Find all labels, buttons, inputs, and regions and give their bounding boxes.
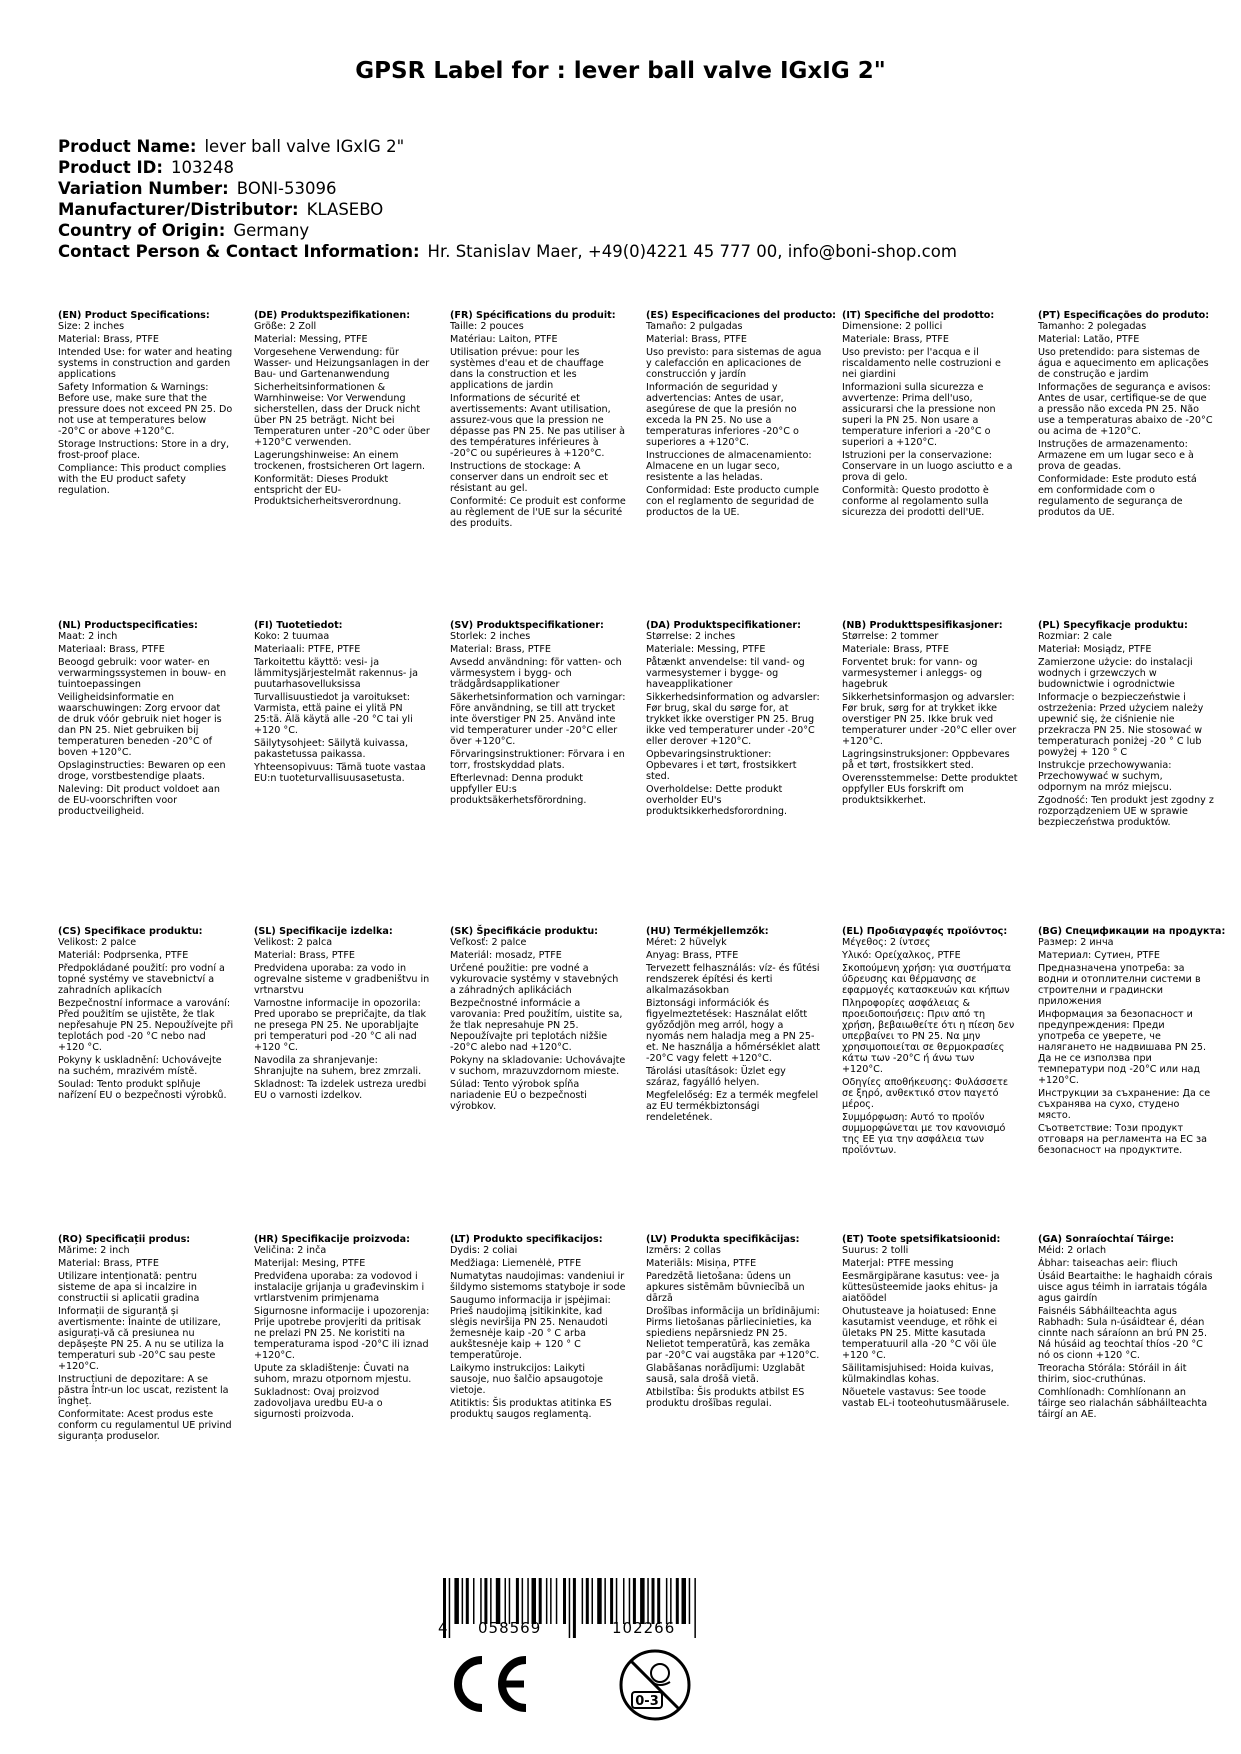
spec-line: Informazioni sulla sicurezza e avvertenze: Prima dell'uso, assicurarsi che la pressione non superi la PN 25. Non usare a temperature inferiori a -20°C o superiori a +120°C. (842, 382, 996, 448)
spec-line: Beoogd gebruik: voor water- en verwarmingssystemen in bouw- en tuintoepassingen (58, 657, 227, 690)
spec-block-header: (SL) Specifikacije izdelka: (254, 926, 393, 937)
info-variation-number: Variation Number: BONI-53096 (58, 179, 337, 198)
spec-line: Σκοπούμενη χρήση: για συστήματα ύδρευσης και θέρμανσης σε εφαρμογές κατασκευών και κήπων (842, 963, 1012, 996)
spec-block (58, 620, 234, 819)
spec-block (842, 1234, 1018, 1411)
barcode-bar (647, 1578, 649, 1624)
spec-line: Matériau: Laiton, PTFE (450, 334, 558, 345)
spec-line: Utilisation prévue: pour les systèmes d'eau et de chauffage dans la construction et les applications de jardin (450, 347, 604, 391)
spec-block-header: (ET) Toote spetsifikatsioonid: (842, 1234, 1001, 1245)
spec-block (450, 310, 626, 531)
spec-block-header: (RO) Specificații produs: (58, 1234, 191, 1245)
spec-line: Skladnost: Ta izdelek ustreza uredbi EU o varnosti izdelkov. (254, 1079, 427, 1101)
spec-line: Biztonsági információk és figyelmeztetések: Használat előtt győződjön meg arról, hogy a nyomás nem haladja meg a PN 25-et. Ne használja a hőmérséklet alatt -20°C vagy felett +120°C. (646, 998, 820, 1064)
spec-block-header: (HR) Specifikacije proizvoda: (254, 1234, 410, 1245)
spec-line: Pokyny k uskladnění: Uchovávejte na suchém, mrazivém místě. (58, 1055, 222, 1077)
spec-line: Anyag: Brass, PTFE (646, 950, 739, 961)
spec-line: Atbilstība: Šis produkts atbilst ES produktu drošības regulai. (646, 1387, 805, 1409)
spec-line: Uso previsto: para sistemas de agua y calefacción en aplicaciones de construcción y jardín (646, 347, 822, 380)
spec-line: Předpokládané použití: pro vodní a topné systémy ve stavebnictví a zahradních aplikacích (58, 963, 225, 996)
spec-line: Conformidade: Este produto está em conformidade com o regulamento de segurança de produtos da UE. (1038, 474, 1197, 518)
spec-block-header: (LV) Produkta specifikācijas: (646, 1234, 800, 1245)
spec-line: Yhteensopivuus: Tämä tuote vastaa EU:n tuoteturvallisuusasetusta. (254, 762, 426, 784)
spec-line: Conformitate: Acest produs este conform cu regulamentul UE privind siguranța produselor. (58, 1409, 232, 1442)
spec-line: Suurus: 2 tolli (842, 1245, 909, 1256)
spec-line: Efterlevnad: Denna produkt uppfyller EU:s produktsäkerhetsförordning. (450, 773, 587, 806)
spec-line: Instruções de armazenamento: Armazene em um lugar seco e à prova de geadas. (1038, 439, 1194, 472)
spec-line: Størrelse: 2 inches (646, 631, 736, 642)
barcode-bar (682, 1578, 687, 1624)
barcode-bar (676, 1578, 679, 1624)
age-range-label: 0-3 (635, 1694, 659, 1709)
spec-line: Navodila za shranjevanje: Shranjujte na suhem, brez zmrzali. (254, 1055, 422, 1077)
spec-block (646, 620, 822, 819)
barcode-bar (462, 1578, 464, 1624)
spec-line: Instrucțiuni de depozitare: A se păstra într-un loc uscat, rezistent la îngheț. (58, 1374, 229, 1407)
spec-line: Naleving: Dit product voldoet aan de EU-voorschriften voor productveiligheid. (58, 784, 220, 817)
barcode-digit-left: 4 (438, 1619, 448, 1637)
barcode-bar (652, 1578, 655, 1624)
barcode-bar (666, 1578, 668, 1624)
spec-line: Veličina: 2 inča (254, 1245, 327, 1256)
spec-line: Velikost: 2 palca (254, 937, 333, 948)
spec-line: Megfelelőség: Ez a termék megfelel az EU termékbiztonsági rendeletének. (646, 1090, 819, 1123)
spec-line: Tárolási utasítások: Üzlet egy száraz, fagyálló helyen. (646, 1066, 786, 1088)
spec-block (450, 620, 626, 808)
barcode-bar (582, 1578, 584, 1624)
spec-block (1038, 926, 1226, 1158)
spec-line: Μέγεθος: 2 ίντσες (842, 937, 931, 948)
spec-line: Material: Messing, PTFE (254, 334, 368, 345)
spec-line: Materijal: Mesing, PTFE (254, 1258, 366, 1269)
spec-line: Storlek: 2 inches (450, 631, 531, 642)
spec-line: Material: Brass, PTFE (58, 1258, 159, 1269)
barcode-bar (466, 1578, 469, 1624)
spec-block-header: (PL) Specyfikacje produktu: (1038, 620, 1188, 631)
spec-block-header: (EN) Product Specifications: (58, 310, 210, 321)
spec-line: Úsáid Beartaithe: le haghaidh córais uisce agus téimh in iarratais tógála agus gairdín (1038, 1271, 1213, 1304)
product-info (58, 136, 1188, 262)
spec-line: Sigurnosne informacije i upozorenja: Prije upotrebe provjeriti da pritisak ne prelazi PN 25. Ne koristiti na temperaturama ispod -20°C ili iznad +120°C. (254, 1306, 430, 1361)
barcode-bar (539, 1578, 542, 1624)
barcode-bar (633, 1578, 636, 1624)
spec-line: Informații de siguranță și avertismente: Înainte de utilizare, asigurați-vă că presiunea nu depășește PN 25. A nu se utiliza la temperaturi sub -20°C sau peste +120°C. (58, 1306, 225, 1372)
barcode-bar (550, 1578, 552, 1624)
spec-block (646, 1234, 822, 1411)
info-country-of-origin: Country of Origin: Germany (58, 221, 310, 240)
spec-line: Материал: Сутиен, PTFE (1038, 950, 1160, 961)
spec-line: Ohutusteave ja hoiatused: Enne kasutamist veenduge, et rõhk ei ületaks PN 25. Mitte kasutada temperatuuril alla -20 °C või üle +120 °C. (842, 1306, 998, 1361)
barcode-bar (610, 1578, 613, 1624)
spec-line: Instrukcje przechowywania: Przechowywać w suchym, odpornym na mróz miejscu. (1038, 760, 1172, 793)
spec-line: Información de seguridad y advertencias: Antes de usar, asegúrese de que la presión no exceda la PN 25. No use a temperaturas inferiores -20°C o superiores a +120°C. (646, 382, 799, 448)
page-title: GPSR Label for : lever ball valve IGxIG 2" (355, 58, 886, 84)
barcode-bar (527, 1578, 529, 1624)
barcode-bar (694, 1578, 696, 1638)
spec-line: Safety Information & Warnings: Before use, make sure that the pressure does not exceed PN 25. Do not use at temperatures below -20°C or above +120°C. (58, 382, 233, 437)
spec-block (58, 1234, 234, 1444)
spec-line: Maat: 2 inch (58, 631, 118, 642)
barcode-bar (592, 1578, 594, 1624)
spec-block-header: (FR) Spécifications du produit: (450, 310, 616, 321)
spec-line: Materiál: Podprsenka, PTFE (58, 950, 189, 961)
spec-line: Информация за безопасност и предупреждения: Преди употреба се уверете, че налягането не надвишава PN 25. Да не се използва при температури под -20°C или над +120°C. (1038, 1009, 1207, 1086)
spec-block (842, 310, 1018, 520)
barcode-bar (480, 1578, 482, 1624)
spec-line: Comhlíonadh: Comhlíonann an táirge seo rialachán sábháilteachta táirgí an AE. (1038, 1387, 1208, 1420)
spec-line: Informações de segurança e avisos: Antes de usar, certifique-se de que a pressão não exceda PN 25. Não use a temperaturas abaixo de -20°C ou acima de +120°C. (1038, 382, 1213, 437)
spec-line: Overholdelse: Dette produkt overholder EU's produktsikkerhedsforordning. (646, 784, 788, 817)
barcode-bar (629, 1578, 631, 1624)
spec-line: Materjal: PTFE messing (842, 1258, 954, 1269)
spec-line: Tervezett felhasználás: víz- és fűtési rendszerek építési és kerti alkalmazásokban (646, 963, 820, 996)
barcode-bar (516, 1578, 519, 1624)
spec-line: Avsedd användning: för vatten- och värmesystem i bygg- och trädgårdsapplikationer (450, 657, 622, 690)
spec-line: Uso pretendido: para sistemas de água e aquecimento em aplicações de construção e jardim (1038, 347, 1209, 380)
spec-block (450, 926, 626, 1114)
barcode-bar (640, 1578, 645, 1624)
spec-line: Materiale: Brass, PTFE (842, 644, 949, 655)
spec-block-header: (BG) Спецификации на продукта: (1038, 926, 1226, 937)
spec-line: Mărime: 2 inch (58, 1245, 130, 1256)
barcode-bar (689, 1578, 691, 1624)
spec-line: Materiaali: PTFE, PTFE (254, 644, 361, 655)
spec-line: Materiał: Mosiądz, PTFE (1038, 644, 1152, 655)
spec-line: Intended Use: for water and heating systems in construction and garden applications (58, 347, 233, 380)
spec-line: Sikkerhedsinformation og advarsler: Før brug, skal du sørge for, at trykket ikke overstiger PN 25. Brug ikke ved temperaturer under -20°C eller derover +120°C. (646, 692, 820, 747)
barcode-bar (490, 1578, 492, 1624)
spec-line: Treoracha Stórála: Stóráil in áit thirim, sioc-cruthúnas. (1038, 1363, 1187, 1385)
spec-block-header: (NB) Produkttspesifikasjoner: (842, 620, 1003, 631)
spec-block-header: (SV) Produktspecifikationer: (450, 620, 604, 631)
spec-line: Dimensione: 2 pollici (842, 321, 943, 332)
spec-line: Uso previsto: per l'acqua e il riscaldamento nelle costruzioni e nei giardini (842, 347, 1001, 380)
spec-line: Instructions de stockage: A conserver dans un endroit sec et résistant au gel. (450, 461, 608, 494)
barcode-bar (454, 1578, 459, 1624)
spec-block-header: (GA) Sonraíochtaí Táirge: (1038, 1234, 1175, 1245)
spec-line: Informations de sécurité et avertissements: Avant utilisation, assurez-vous que la pression ne dépasse pas PN 25. Ne pas utiliser à des températures inférieures à -20°C ou supérieures à +120°C. (450, 393, 626, 459)
spec-line: Tarkoitettu käyttö: vesi- ja lämmitysjärjestelmät rakennus- ja puutarhasovelluksissa (254, 657, 418, 690)
spec-block (58, 926, 234, 1103)
spec-line: Predvidena uporaba: za vodo in ogrevalne sisteme v gradbeništvu in vrtnarstvu (254, 963, 430, 996)
spec-block-header: (HU) Termékjellemzők: (646, 926, 769, 937)
barcode-bar (573, 1578, 576, 1638)
spec-line: Varnostne informacije in opozorila: Pred uporabo se prepričajte, da tlak ne presega PN 25. Ne uporabljajte pri temperaturi pod -20 °C ali nad +120 °C. (254, 998, 427, 1053)
spec-line: Numatytas naudojimas: vandeniui ir šildymo sistemoms statyboje ir sode (450, 1271, 626, 1293)
spec-line: Dydis: 2 coliai (450, 1245, 518, 1256)
spec-line: Sikkerhetsinformasjon og advarsler: Før bruk, sørg for at trykket ikke overstiger PN 25. Ikke bruk ved temperaturer under -20°C eller over +120°C. (842, 692, 1017, 747)
spec-line: Veľkosť: 2 palce (450, 937, 527, 948)
spec-line: Compliance: This product complies with the EU product safety regulation. (58, 463, 227, 496)
spec-line: Materiaal: Brass, PTFE (58, 644, 165, 655)
barcode-bar (670, 1578, 672, 1624)
spec-line: Size: 2 inches (58, 321, 125, 332)
spec-block-header: (ES) Especificaciones del producto: (646, 310, 837, 321)
spec-line: Utilizare intenționată: pentru sisteme de apa si incalzire in constructii si aplicatii gradina (58, 1271, 200, 1304)
spec-block (842, 926, 1018, 1158)
spec-line: Lagringsinstruksjoner: Oppbevares på et tørt, frostsikkert sted. (842, 749, 1010, 771)
spec-line: Taille: 2 pouces (450, 321, 524, 332)
spec-line: Sicherheitsinformationen & Warnhinweise: Vor Verwendung sicherstellen, dass der Druck nicht über PN 25 beträgt. Nicht bei Temperaturen unter -20°C oder über +120°C verwenden. (254, 382, 430, 448)
spec-line: Materiál: mosadz, PTFE (450, 950, 562, 961)
spec-line: Informacje o bezpieczeństwie i ostrzeżenia: Przed użyciem należy upewnić się, że ciśnienie nie przekracza PN 25. Nie stosować w temperaturach poniżej -20 ° C lub powyżej + 120 ° C (1038, 692, 1204, 758)
spec-line: Izmērs: 2 collas (646, 1245, 721, 1256)
spec-line: Ábhar: taiseachas aeir: fliuch (1038, 1258, 1178, 1269)
spec-line: Veiligheidsinformatie en waarschuwingen: Zorg ervoor dat de druk vóór gebruik niet hoger is dan PN 25. Niet gebruiken bij temperaturen beneden -20°C of boven +120°C. (58, 692, 222, 758)
spec-line: Säilitamisjuhised: Hoida kuivas, külmakindlas kohas. (842, 1363, 994, 1385)
barcode-bar (473, 1578, 475, 1624)
spec-block-header: (NL) Productspecificaties: (58, 620, 198, 631)
spec-block-header: (PT) Especificações do produto: (1038, 310, 1210, 321)
barcode-bar (496, 1578, 501, 1624)
barcode-bar (449, 1578, 451, 1638)
barcode-bar (586, 1578, 589, 1624)
spec-line: Storage Instructions: Store in a dry, frost-proof place. (58, 439, 230, 461)
barcode-bar (597, 1578, 602, 1624)
spec-line: Material: Brass, PTFE (646, 334, 747, 345)
info-manufacturer: Manufacturer/Distributor: KLASEBO (58, 200, 384, 219)
spec-line: Bezpečnostní informace a varování: Před použitím se ujistěte, že tlak nepřesahuje PN 25. Nepoužívejte při teplotách pod -20 °C nebo nad +120 °C. (58, 998, 234, 1053)
spec-block (1038, 620, 1214, 830)
barcode-bar (505, 1578, 507, 1624)
spec-line: Overensstemmelse: Dette produktet oppfyller EUs forskrift om produktsikkerhet. (842, 773, 1018, 806)
spec-line: Medžiaga: Liemenėlė, PTFE (450, 1258, 582, 1269)
spec-block-header: (DE) Produktspezifikationen: (254, 310, 411, 321)
spec-line: Material: Brass, PTFE (58, 334, 159, 345)
spec-line: Instrucciones de almacenamiento: Almacene en un lugar seco, resistente a las heladas. (646, 450, 812, 483)
barcode-bar (532, 1578, 537, 1624)
spec-line: Koko: 2 tuumaa (254, 631, 330, 642)
not-for-children-0-3-icon (618, 1648, 692, 1722)
spec-line: Sukladnost: Ovaj proizvod zadovoljava uredbu EU-a o sigurnosti proizvoda. (254, 1387, 383, 1420)
spec-line: Предназначена употреба: за водни и отоплителни системи в строителни и градински приложения (1038, 963, 1201, 1007)
spec-line: Pokyny na skladovanie: Uchovávajte v suchom, mrazuvzdornom mieste. (450, 1055, 626, 1077)
spec-line: Nõuetele vastavus: See toode vastab EL-i tooteohutusmäärusele. (842, 1387, 1010, 1409)
spec-line: Material: Latão, PTFE (1038, 334, 1140, 345)
spec-block (254, 1234, 430, 1422)
spec-block (646, 926, 822, 1125)
spec-line: Paredzētā lietošana: ūdens un apkures sistēmām būvniecībā un dārzā (646, 1271, 805, 1304)
spec-block-header: (EL) Προδιαγραφές προϊόντος: (842, 926, 1008, 937)
info-product-name: Product Name: lever ball valve IGxIG 2" (58, 137, 405, 156)
spec-line: Οδηγίες αποθήκευσης: Φυλάσσετε σε ξηρό, ανθεκτικό στον παγετό μέρος. (842, 1077, 1009, 1110)
spec-line: Πληροφορίες ασφάλειας & προειδοποιήσεις: Πριν από τη χρήση, βεβαιωθείτε ότι η πίεση δεν υπερβαίνει το PN 25. Να μην χρησιμοποιείται σε θερμοκρασίες κάτω των -20°C ή άνω των +120°C. (842, 998, 1015, 1075)
spec-line: Drošības informācija un brīdinājumi: Pirms lietošanas pārliecinieties, ka spiediens nepārsniedz PN 25. Nelietot temperatūrā, kas zemāka par -20°C vai augstāka par +120°C. (646, 1306, 820, 1361)
spec-line: Laikymo instrukcijos: Laikyti sausoje, nuo šalčio apsaugotoje vietoje. (450, 1363, 604, 1396)
spec-line: Tamaño: 2 pulgadas (646, 321, 743, 332)
spec-line: Konformität: Dieses Produkt entspricht der EU-Produktsicherheitsverordnung. (254, 474, 402, 507)
spec-line: Material: Brass, PTFE (450, 644, 551, 655)
barcode-digits-right: 102266 (612, 1619, 676, 1637)
spec-line: Materiāls: Misiņa, PTFE (646, 1258, 757, 1269)
spec-line: Tamanho: 2 polegadas (1038, 321, 1147, 332)
spec-line: Инструкции за съхранение: Да се съхранява на сухо, студено място. (1038, 1088, 1211, 1121)
spec-block (646, 310, 837, 520)
spec-line: Glabāšanas norādījumi: Uzglabāt sausā, sala drošā vietā. (646, 1363, 805, 1385)
spec-line: Atitiktis: Šis produktas atitinka ES produktų saugos reglamentą. (450, 1398, 612, 1420)
barcode-bar (623, 1578, 625, 1624)
spec-line: Súlad: Tento výrobok spĺňa nariadenie EÚ o bezpečnosti výrobkov. (450, 1079, 587, 1112)
spec-line: Vorgesehene Verwendung: für Wasser- und Heizungsanlagen in der Bau- und Gartenanwendung (254, 347, 430, 380)
spec-block-header: (IT) Specifiche del prodotto: (842, 310, 995, 321)
spec-line: Säkerhetsinformation och varningar: Före användning, se till att trycket inte överstiger PN 25. Använd inte vid temperaturer under -20°C eller över +120°C. (450, 692, 626, 747)
barcode-bar (556, 1578, 558, 1624)
spec-line: Turvallisuustiedot ja varoitukset: Varmista, että paine ei ylitä PN 25:tä. Älä käytä alle -20 °C tai yli +120 °C. (254, 692, 413, 736)
spec-line: Størrelse: 2 tommer (842, 631, 939, 642)
spec-line: Opslaginstructies: Bewaren op een droge, vorstbestendige plaats. (58, 760, 226, 782)
barcode-bar (657, 1578, 660, 1624)
spec-block (58, 310, 234, 498)
spec-line: Určené použitie: pre vodné a vykurovacie systémy v stavebných a záhradných aplikáciách (450, 963, 619, 996)
spec-line: Faisnéis Sábháilteachta agus Rabhadh: Sula n-úsáidtear é, déan cinnte nach sáraíonn an brú PN 25. Ná húsáid ag teochtaí thíos -20 °C nó os cionn +120 °C. (1038, 1306, 1208, 1361)
spec-line: Upute za skladištenje: Čuvati na suhom, mrazu otpornom mjestu. (254, 1363, 412, 1385)
spec-line: Lagerungshinweise: An einem trockenen, frostsicheren Ort lagern. (254, 450, 426, 472)
spec-block-header: (DA) Produktspecifikationer: (646, 620, 801, 631)
spec-line: Conformidad: Este producto cumple con el reglamento de seguridad de productos de la UE. (646, 485, 819, 518)
barcode-bar (604, 1578, 606, 1624)
barcode-bar (484, 1578, 487, 1624)
barcode-bar (546, 1578, 548, 1624)
spec-block (254, 926, 430, 1103)
spec-line: Materiale: Messing, PTFE (646, 644, 766, 655)
spec-block (1038, 310, 1214, 520)
barcode-bar (563, 1578, 566, 1624)
spec-line: Material: Brass, PTFE (254, 950, 355, 961)
spec-block-header: (FI) Tuotetiedot: (254, 620, 343, 631)
spec-line: Förvaringsinstruktioner: Förvara i en torr, frostskyddad plats. (450, 749, 625, 771)
spec-line: Opbevaringsinstruktioner: Opbevares i et tørt, frostsikkert sted. (646, 749, 797, 782)
spec-line: Rozmiar: 2 cale (1038, 631, 1112, 642)
barcode-bar (569, 1578, 571, 1638)
info-contact: Contact Person & Contact Information: Hr. Stanislav Maer, +49(0)4221 45 777 00, info@boni-shop.com (58, 242, 957, 261)
spec-block (254, 620, 430, 786)
spec-block (1038, 1234, 1214, 1422)
spec-block (254, 310, 430, 509)
spec-line: Forventet bruk: for vann- og varmesystemer i anleggs- og hagebruk (842, 657, 983, 690)
spec-line: Soulad: Tento produkt splňuje nařízení EU o bezpečnosti výrobků. (58, 1079, 227, 1101)
spec-line: Größe: 2 Zoll (254, 321, 317, 332)
info-product-id: Product ID: 103248 (58, 158, 234, 177)
spec-line: Zgodność: Ten produkt jest zgodny z rozporządzeniem UE w sprawie bezpieczeństwa produktów. (1038, 795, 1214, 828)
spec-line: Méret: 2 hüvelyk (646, 937, 727, 948)
spec-line: Materiale: Brass, PTFE (842, 334, 949, 345)
barcode-bar (616, 1578, 618, 1624)
spec-line: Συμμόρφωση: Αυτό το προϊόν συμμορφώνεται με τον κανονισμό της ΕΕ για την ασφάλεια των προϊόντων. (842, 1112, 1006, 1156)
spec-line: Eesmärgipärane kasutus: vee- ja küttesüsteemide jaoks ehitus- ja aiatöödel (842, 1271, 1000, 1304)
spec-line: Conformité: Ce produit est conforme au règlement de l'UE sur la sécurité des produits. (450, 496, 626, 529)
spec-block-header: (LT) Produkto specifikacijos: (450, 1234, 603, 1245)
spec-line: Säilytysohjeet: Säilytä kuivassa, pakastetussa paikassa. (254, 738, 409, 760)
spec-line: Méid: 2 orlach (1038, 1245, 1107, 1256)
spec-line: Съответствие: Този продукт отговаря на регламента на ЕС за безопасност на продуктите. (1038, 1123, 1207, 1156)
spec-line: Saugumo informacija ir įspėjimai: Prieš naudojimą įsitikinkite, kad slėgis neviršija PN 25. Nenaudoti žemesnėje kaip -20 ° C arba aukštesnėje kaip + 120 ° C temperatūroje. (450, 1295, 611, 1361)
spec-line: Istruzioni per la conservazione: Conservare in un luogo asciutto e a prova di gelo. (842, 450, 1013, 483)
spec-line: Размер: 2 инча (1038, 937, 1114, 948)
barcode-bar (509, 1578, 511, 1624)
spec-block-header: (SK) Špecifikácie produktu: (450, 926, 599, 937)
spec-line: Bezpečnostné informácie a varovania: Pred použitím, uistite sa, že tlak nepresahuje PN 25. Nepoužívajte pri teplotách nižšie -20°C alebo nad +120°C. (450, 998, 623, 1053)
ce-mark-icon (448, 1652, 532, 1716)
spec-block (450, 1234, 626, 1422)
spec-line: Predviđena uporaba: za vodovod i instalacije grijanja u građevinskim i vrtlarstvenim primjenama (254, 1271, 425, 1304)
barcode-digits-mid: 058569 (478, 1619, 542, 1637)
spec-line: Zamierzone użycie: do instalacji wodnych i grzewczych w budownictwie i ogrodnictwie (1038, 657, 1193, 690)
spec-line: Conformità: Questo prodotto è conforme al regolamento sulla sicurezza dei prodotti dell'UE. (842, 485, 989, 518)
spec-line: Υλικό: Ορείχαλκος, PTFE (842, 950, 961, 961)
spec-block (842, 620, 1018, 808)
spec-line: Påtænkt anvendelse: til vand- og varmesystemer i bygge- og haveapplikationer (646, 657, 805, 690)
spec-block-header: (CS) Specifikace produktu: (58, 926, 203, 937)
spec-line: Velikost: 2 palce (58, 937, 137, 948)
barcode-bar (522, 1578, 524, 1624)
